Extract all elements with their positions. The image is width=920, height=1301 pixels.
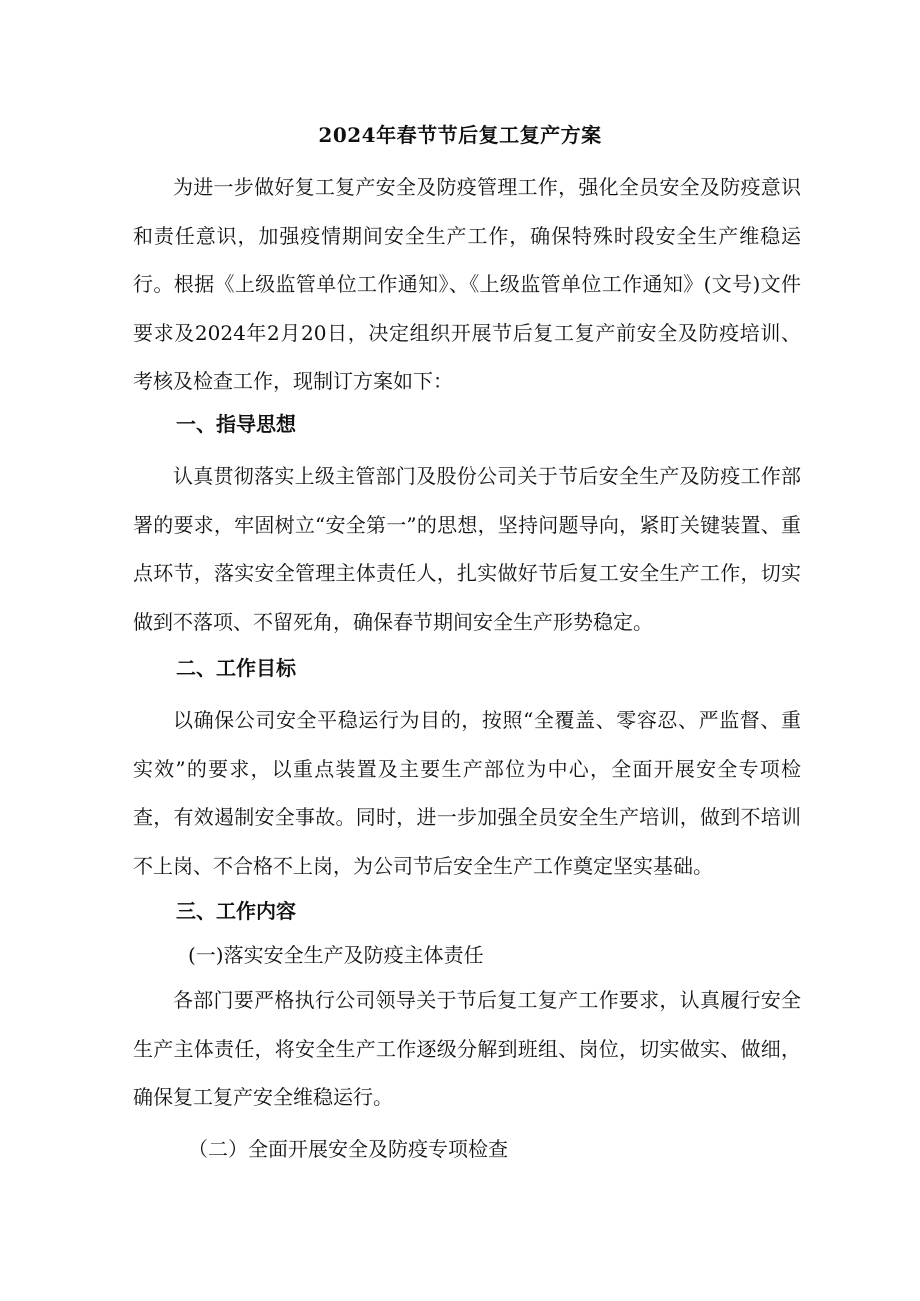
section-heading-guiding-ideology: 一、指导思想 [176, 412, 296, 436]
section-heading-work-content: 三、工作内容 [176, 899, 296, 923]
section-body-guiding-ideology: 认真贯彻落实上级主管部门及股份公司关于节后安全生产及防疫工作部署的要求，牢固树立“安全第一”的思想，坚持问题导向，紧盯关键装置、重点环节，落实安全管理主体责任人，扎实做好节后复工安全生产工作，切实做到不落项、不留死角，确保春节期间安全生产形势稳定。 [133, 464, 801, 634]
section-heading-work-goals: 二、工作目标 [176, 656, 296, 680]
subsection-heading-responsibility: (一)落实安全生产及防疫主体责任 [188, 943, 484, 967]
document-title: 2024年春节节后复工复产方案 [318, 123, 602, 147]
section-body-work-goals: 以确保公司安全平稳运行为目的，按照“全覆盖、零容忍、严监督、重实效”的要求，以重点装置及主要生产部位为中心，全面开展安全专项检查，有效遏制安全事故。同时，进一步加强全员安全生产培训，做到不培训不上岗、不合格不上岗，为公司节后安全生产工作奠定坚实基础。 [133, 708, 801, 878]
intro-paragraph: 为进一步做好复工复产安全及防疫管理工作，强化全员安全及防疫意识和责任意识，加强疫情期间安全生产工作，确保特殊时段安全生产维稳运行。根据《上级监管单位工作通知》、《上级监管单位工作通知》(文号)文件要求及2024年2月20日，决定组织开展节后复工复产前安全及防疫培训、考核及检查工作，现制订方案如下： [133, 175, 801, 393]
subsection-heading-inspection: （二）全面开展安全及防疫专项检查 [188, 1137, 508, 1161]
subsection-body-responsibility: 各部门要严格执行公司领导关于节后复工复产工作要求，认真履行安全生产主体责任，将安全生产工作逐级分解到班组、岗位，切实做实、做细，确保复工复产安全维稳运行。 [133, 988, 801, 1109]
